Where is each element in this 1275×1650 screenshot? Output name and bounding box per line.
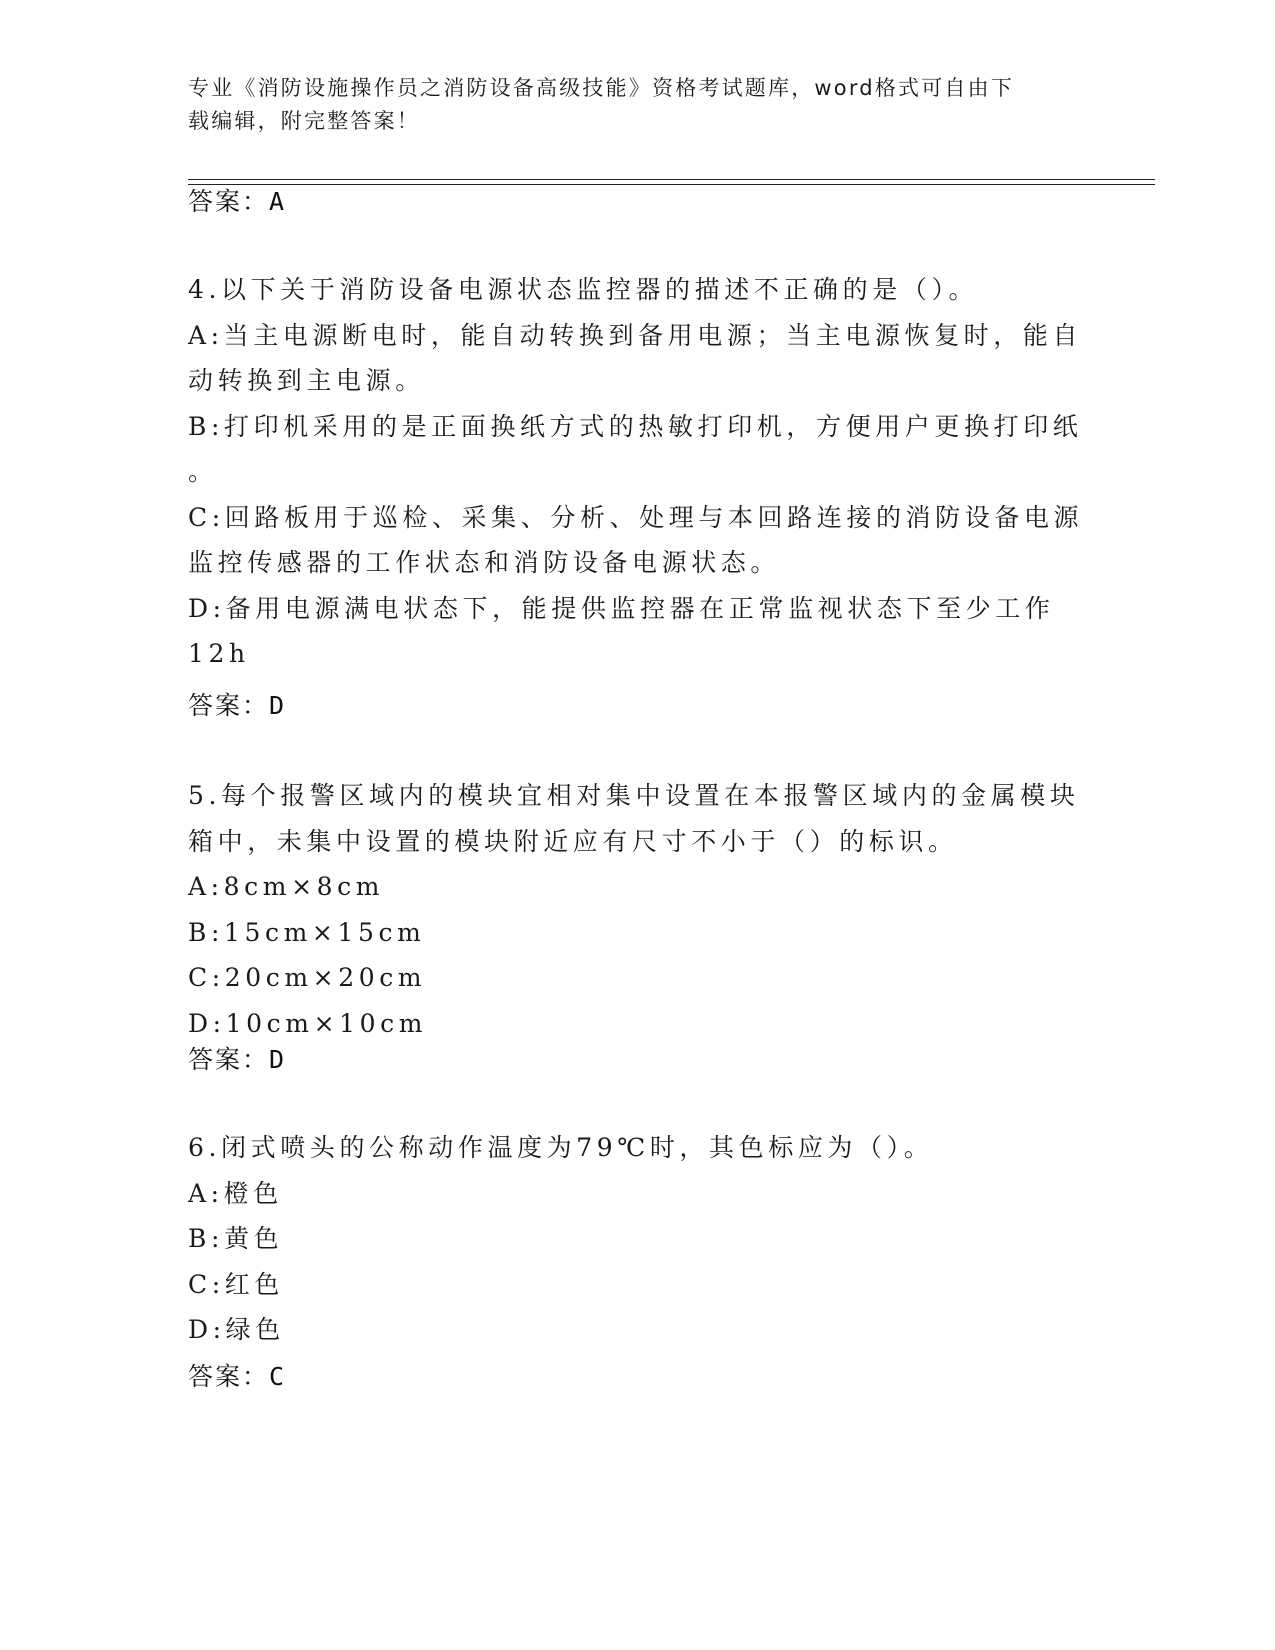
answer-label: 答案：	[188, 1362, 270, 1391]
answer-label: 答案：	[188, 691, 270, 720]
question-block	[188, 267, 1088, 677]
question-stem: 5.每个报警区域内的模块宜相对集中设置在本报警区域内的金属模块	[188, 781, 1080, 810]
option-line: 。	[188, 457, 218, 486]
option-line: A:当主电源断电时，能自动转换到备用电源；当主电源恢复时，能自	[188, 320, 1083, 350]
question-stem: 6.闭式喷头的公称动作温度为79℃时，其色标应为（）。	[188, 1133, 934, 1162]
option-line: C:红色	[188, 1269, 284, 1299]
header-line: 载编辑，附完整答案！	[188, 109, 420, 133]
option-line: D:绿色	[188, 1315, 285, 1344]
answer-label: 答案：	[188, 1045, 270, 1074]
option-line: A:8cm×8cm	[188, 872, 385, 901]
header-divider	[188, 179, 1155, 180]
question-block	[188, 773, 1088, 1046]
answer-key: D	[269, 1045, 287, 1074]
option-line: C:20cm×20cm	[188, 963, 427, 992]
option-line: B:黄色	[188, 1224, 284, 1253]
option-line: D:备用电源满电状态下，能提供监控器在正常监视状态下至少工作	[188, 593, 1055, 623]
option-line: B:15cm×15cm	[188, 917, 426, 947]
answer-key: D	[269, 691, 287, 720]
question-block	[188, 1125, 1088, 1353]
option-line: 动转换到主电源。	[188, 366, 425, 395]
option-line: 监控传感器的工作状态和消防设备电源状态。	[188, 548, 781, 577]
question-stem: 4.以下关于消防设备电源状态监控器的描述不正确的是（）。	[188, 275, 979, 304]
document-header	[188, 72, 1088, 138]
answer-key: A	[269, 187, 287, 216]
header-line: 专业《消防设施操作员之消防设备高级技能》资格考试题库，word格式可自由下	[188, 76, 1015, 100]
answer-line	[188, 1361, 286, 1393]
option-line: B:打印机采用的是正面换纸方式的热敏打印机，方便用户更换打印纸	[188, 411, 1083, 441]
answer-line	[188, 186, 286, 218]
option-line: A:橙色	[188, 1178, 283, 1208]
answer-key: C	[269, 1362, 287, 1391]
answer-line	[188, 1044, 286, 1076]
question-stem: 箱中，未集中设置的模块附近应有尺寸不小于（）的标识。	[188, 826, 958, 856]
answer-label: 答案：	[188, 187, 270, 216]
option-line: D:10cm×10cm	[188, 1008, 428, 1038]
header-divider	[188, 184, 1155, 185]
option-line: 12h	[188, 639, 250, 668]
answer-line	[188, 690, 286, 722]
option-line: C:回路板用于巡检、采集、分析、处理与本回路连接的消防设备电源	[188, 502, 1084, 532]
